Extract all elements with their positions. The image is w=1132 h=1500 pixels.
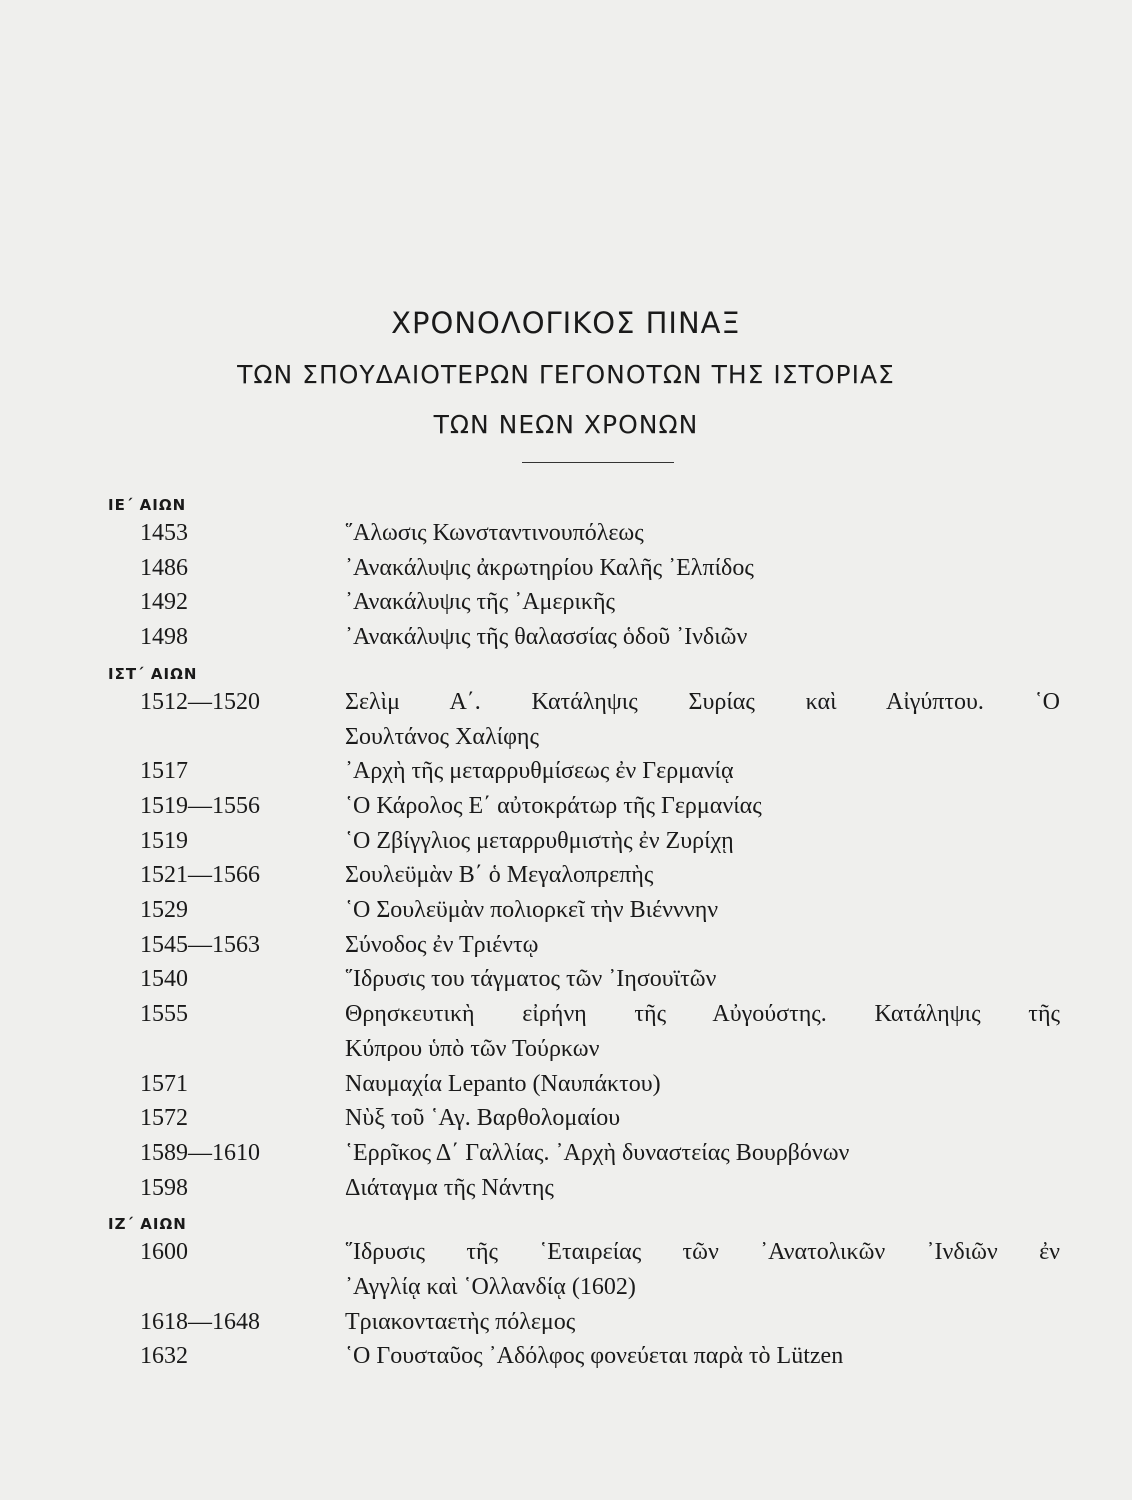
event-text-line: ῾Ο Σουλεϋμὰν πολιορκεῖ τὴν Βιένννην [345,897,719,924]
entry-date: 1529 [140,897,188,924]
entry-date: 1540 [140,966,188,993]
entry-event [345,858,1060,893]
entry-date: 1521—1566 [140,862,260,889]
entry-date: 1600 [140,1239,188,1266]
chronology-entry [0,685,1132,754]
entry-event [345,1136,1060,1171]
event-text-line: Κύπρου ὑπὸ τῶν Τούρκων [345,1035,600,1062]
entry-date: 1618—1648 [140,1308,260,1335]
entry-event [345,1235,1060,1304]
entry-event [345,1305,1060,1340]
entry-event [345,789,1060,824]
chronology-entry [0,1136,1132,1171]
chronology-entry [0,754,1132,789]
entry-date: 1555 [140,1001,188,1028]
event-text-line: ῾Ο Κάρολος Ε΄ αὐτοκράτωρ τῆς Γερμανίας [345,792,762,819]
page-subtitle-2: ΤΩΝ ΝΕΩΝ ΧΡΟΝΩΝ [433,410,699,439]
event-text-line: Τριακονταετὴς πόλεμος [345,1308,576,1335]
century-heading: ΙΣΤ΄ ΑΙΩΝ [108,664,198,683]
chronology-entry [0,997,1132,1066]
entry-event [345,1339,1060,1374]
entry-date: 1545—1563 [140,931,260,958]
entry-event [345,1101,1060,1136]
entry-date: 1492 [140,589,188,616]
entry-date: 1517 [140,758,188,785]
entry-date: 1571 [140,1070,188,1097]
chronology-entry [0,962,1132,997]
event-text-line: Νὺξ τοῦ ῾Αγ. Βαρθολομαίου [345,1105,621,1132]
entry-event [345,620,1060,655]
entry-date: 1519 [140,827,188,854]
entry-event [345,928,1060,963]
entry-date: 1598 [140,1174,188,1201]
event-text-line: ῞Ιδρυσις τῆς ῾Εταιρείας τῶν ᾿Ανατολικῶν ᾿Ινδιῶν ἐν [345,1239,1060,1266]
entry-date: 1486 [140,554,188,581]
entry-event [345,1067,1060,1102]
entry-date: 1632 [140,1343,188,1370]
chronology-entry [0,893,1132,928]
event-text-line: ῞Αλωσις Κωνσταντινουπόλεως [345,520,644,546]
chronology-entry [0,1235,1132,1304]
entry-event [345,754,1060,789]
entry-event [345,516,1060,551]
entry-event [345,962,1060,997]
entry-event [345,893,1060,928]
event-text-line: ᾿Αγγλίᾳ καὶ ῾Ολλανδίᾳ (1602) [345,1274,636,1301]
event-text-line: Σουλεϋμὰν Β΄ ὁ Μεγαλοπρεπὴς [345,862,654,889]
event-text-line: ῾Ο Ζβίγγλιος μεταρρυθμιστὴς ἐν Ζυρίχῃ [345,827,734,854]
chronology-entry [0,1171,1132,1206]
chronology-entry [0,551,1132,586]
chronology-entry [0,824,1132,859]
entry-date: 1498 [140,624,188,651]
entry-date: 1512—1520 [140,688,260,715]
entry-event [345,997,1060,1066]
event-text-line: ῾Ερρῖκος Δ΄ Γαλλίας. ᾿Αρχὴ δυναστείας Βουρβόνων [345,1139,850,1166]
chronology-entry [0,858,1132,893]
chronology-entry [0,1101,1132,1136]
entry-date: 1519—1556 [140,792,260,819]
chronology-entry [0,516,1132,551]
event-text-line: Ναυμαχία Lepanto (Ναυπάκτου) [345,1070,661,1097]
chronology-entry [0,620,1132,655]
page-subtitle: ΤΩΝ ΣΠΟΥΔΑΙΟΤΕΡΩΝ ΓΕΓΟΝΟΤΩΝ ΤΗΣ ΙΣΤΟΡΙΑΣ [237,360,895,389]
chronology-table [0,494,1132,1374]
chronology-entry [0,1339,1132,1374]
century-heading: ΙΕ΄ ΑΙΩΝ [108,496,187,514]
entry-event [345,585,1060,620]
event-text-line: Σελὶμ Α΄. Κατάληψις Συρίας καὶ Αἰγύπτου. ῾Ο [345,688,1060,715]
event-text-line: Διάταγμα τῆς Νάντης [345,1174,554,1201]
entry-event [345,824,1060,859]
chronology-entry [0,1305,1132,1340]
event-text-line: ᾿Αρχὴ τῆς μεταρρυθμίσεως ἐν Γερμανίᾳ [345,758,734,785]
event-text-line: ᾿Ανακάλυψις τῆς θαλασσίας ὁδοῦ ᾿Ινδιῶν [345,624,748,651]
century-heading: ΙΖ΄ ΑΙΩΝ [108,1215,187,1234]
event-text-line: ᾿Ανακάλυψις ἀκρωτηρίου Καλῆς ᾿Ελπίδος [345,554,754,581]
event-text-line: ᾿Ανακάλυψις τῆς ᾿Αμερικῆς [345,589,616,616]
event-text-line: Θρησκευτικὴ εἰρήνη τῆς Αὐγούστης. Κατάληψις τῆς [345,1001,1060,1028]
event-text-line: Σύνοδος ἐν Τριέντῳ [345,931,539,958]
chronology-entry [0,1067,1132,1102]
chronology-entry [0,585,1132,620]
entry-date: 1589—1610 [140,1139,260,1166]
chronology-entry [0,928,1132,963]
event-text-line: ῾Ο Γουσταῦος ᾿Αδόλφος φονεύεται παρὰ τὸ Lützen [345,1343,844,1370]
entry-event [345,551,1060,586]
title-divider [522,462,674,463]
entry-date: 1453 [140,520,188,546]
page-title: ΧΡΟΝΟΛΟΓΙΚΟΣ ΠΙΝΑΞ [391,306,741,340]
event-text-line: ῞Ιδρυσις του τάγματος τῶν ᾿Ιησουϊτῶν [345,966,717,993]
entry-date: 1572 [140,1105,188,1132]
event-text-line: Σουλτάνος Χαλίφης [345,723,539,750]
entry-event [345,1171,1060,1206]
entry-event [345,685,1060,754]
chronology-entry [0,789,1132,824]
